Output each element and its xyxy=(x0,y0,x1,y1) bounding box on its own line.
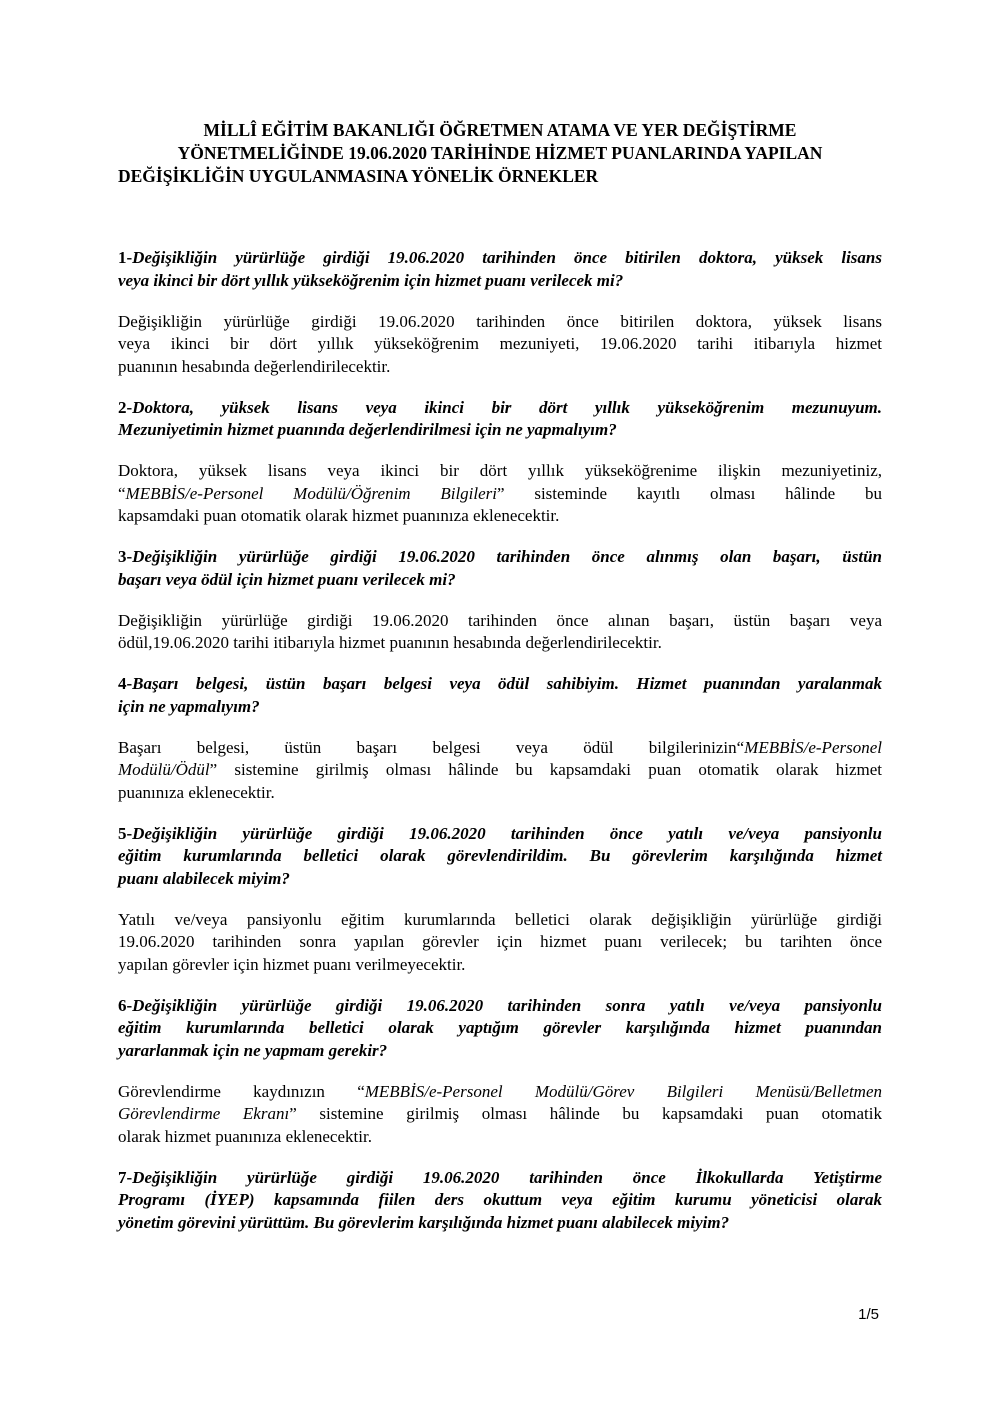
text-line: veya ikinci bir dört yıllık yükseköğrenim için hizmet puanı verilecek mi? xyxy=(118,270,624,290)
qa-section-5 xyxy=(118,823,882,977)
question-heading xyxy=(118,673,882,718)
text-line: Görevlendirme kaydınızın “MEBBİS/e-Personel Modülü/Görev Bilgileri Menüsü/Belletmen xyxy=(118,1081,883,1101)
text-line: 3-Değişikliğin yürürlüğe girdiği 19.06.2020 tarihinden önce alınmış olan başarı, üstün xyxy=(118,547,882,566)
answer-paragraph xyxy=(118,610,882,655)
text-line: 4-Başarı belgesi, üstün başarı belgesi veya ödül sahibiyim. Hizmet puanından yaralanmak xyxy=(118,674,882,693)
title-line: YÖNETMELİĞİNDE 19.06.2020 TARİHİNDE HİZMET PUANLARINDA YAPILAN xyxy=(177,143,823,163)
text-line: kapsamdaki puan otomatik olarak hizmet puanınıza eklenecektir. xyxy=(118,506,560,525)
text-line: puanınıza eklenecektir. xyxy=(118,782,275,802)
text-line: başarı veya ödül için hizmet puanı verilecek mi? xyxy=(118,569,456,589)
text-line: yapılan görevler için hizmet puanı verilmeyecektir. xyxy=(118,954,466,974)
text-line: için ne yapmalıyım? xyxy=(118,696,260,716)
text-line: olarak hizmet puanınıza eklenecektir. xyxy=(118,1126,372,1146)
question-heading xyxy=(118,546,882,591)
text-line: Modülü/Ödül” sistemine girilmiş olması hâlinde bu kapsamdaki puan otomatik olarak hizmet xyxy=(118,760,882,779)
text-line: Görevlendirme Ekranı” sistemine girilmiş olması hâlinde bu kapsamdaki puan otomatik xyxy=(118,1104,883,1123)
text-line: 19.06.2020 tarihinden sonra yapılan görevler için hizmet puanı verilecek; bu tarihten önce xyxy=(118,932,882,951)
question-heading xyxy=(118,1167,882,1235)
text-line: Programı (İYEP) kapsamında fiilen ders okuttum veya eğitim kurumu yöneticisi olarak xyxy=(118,1190,882,1209)
text-line: Değişikliğin yürürlüğe girdiği 19.06.2020 tarihinden önce alınan başarı, üstün başarı veya xyxy=(118,610,882,630)
text-line: eğitim kurumlarında belletici olarak yaptığım görevler karşılığında hizmet puanından xyxy=(118,1018,882,1037)
text-line: 7-Değişikliğin yürürlüğe girdiği 19.06.2020 tarihinden önce İlkokullarda Yetiştirme xyxy=(118,1167,882,1187)
question-heading xyxy=(118,397,882,442)
text-line: veya ikinci bir dört yıllık yükseköğrenim mezuniyeti, 19.06.2020 tarihi itibarıyla hizmet xyxy=(118,334,882,353)
qa-section-2 xyxy=(118,397,882,528)
answer-paragraph xyxy=(118,909,882,977)
qa-section-7 xyxy=(118,1167,882,1235)
title-line: MİLLÎ EĞİTİM BAKANLIĞI ÖĞRETMEN ATAMA VE YER DEĞİŞTİRME xyxy=(203,120,797,140)
page-content xyxy=(118,119,882,1253)
text-line: Başarı belgesi, üstün başarı belgesi veya ödül bilgilerinizin“MEBBİS/e-Personel xyxy=(118,737,882,757)
text-line: yönetim görevini yürüttüm. Bu görevlerim karşılığında hizmet puanı alabilecek miyim? xyxy=(118,1212,730,1232)
text-line: eğitim kurumlarında belletici olarak görevlendirildim. Bu görevlerim karşılığında hizmet xyxy=(118,846,882,865)
text-line: ödül,19.06.2020 tarihi itibarıyla hizmet puanının hesabında değerlendirilecektir. xyxy=(118,633,662,652)
answer-paragraph xyxy=(118,311,882,379)
document-title xyxy=(118,119,882,188)
text-line: Mezuniyetimin hizmet puanında değerlendirilmesi için ne yapmalıyım? xyxy=(118,420,617,439)
text-line: yararlanmak için ne yapmam gerekir? xyxy=(118,1040,388,1060)
text-line: puanının hesabında değerlendirilecektir. xyxy=(118,356,391,376)
text-line: 2-Doktora, yüksek lisans veya ikinci bir dört yıllık yükseköğrenim mezunuyum. xyxy=(118,397,882,417)
title-line: DEĞİŞİKLİĞİN UYGULANMASINA YÖNELİK ÖRNEKLER xyxy=(118,166,599,186)
text-line: puanı alabilecek miyim? xyxy=(118,868,290,888)
qa-section-3 xyxy=(118,546,882,655)
text-line: Değişikliğin yürürlüğe girdiği 19.06.2020 tarihinden önce bitirilen doktora, yüksek lisans xyxy=(118,311,882,331)
qa-section-1 xyxy=(118,247,882,378)
qa-section-6 xyxy=(118,995,882,1149)
answer-paragraph xyxy=(118,1081,882,1149)
question-heading xyxy=(118,995,882,1063)
text-line: 6-Değişikliğin yürürlüğe girdiği 19.06.2020 tarihinden sonra yatılı ve/veya pansiyonlu xyxy=(118,995,882,1015)
text-line: Yatılı ve/veya pansiyonlu eğitim kurumlarında belletici olarak değişikliğin yürürlüğe girdiği xyxy=(118,909,882,929)
text-line: “MEBBİS/e-Personel Modülü/Öğrenim Bilgileri” sisteminde kayıtlı olması hâlinde bu xyxy=(118,483,882,503)
text-line: 1-Değişikliğin yürürlüğe girdiği 19.06.2020 tarihinden önce bitirilen doktora, yüksek lisans xyxy=(118,248,882,267)
text-line: 5-Değişikliğin yürürlüğe girdiği 19.06.2020 tarihinden önce yatılı ve/veya pansiyonlu xyxy=(118,823,882,843)
answer-paragraph xyxy=(118,460,882,528)
qa-section-4 xyxy=(118,673,882,804)
qa-sections xyxy=(118,247,882,1234)
question-heading xyxy=(118,247,882,292)
text-line: Doktora, yüksek lisans veya ikinci bir dört yıllık yükseköğrenime ilişkin mezuniyetiniz, xyxy=(118,461,882,480)
question-heading xyxy=(118,823,882,891)
page-number: 1/5 xyxy=(858,1306,879,1323)
answer-paragraph xyxy=(118,737,882,805)
